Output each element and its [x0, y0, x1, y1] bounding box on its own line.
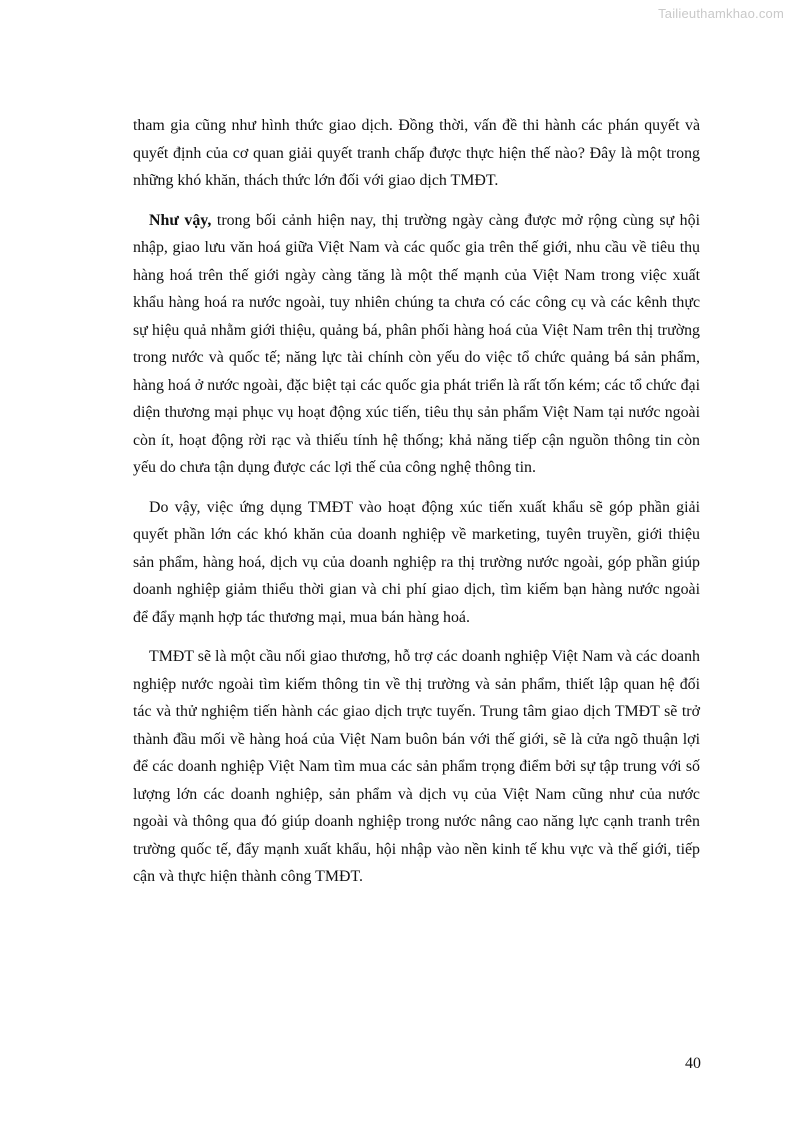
paragraph-2-lead: Như vậy,	[149, 211, 212, 229]
watermark-text: Tailieuthamkhao.com	[658, 6, 784, 21]
paragraph-2	[133, 207, 700, 482]
paragraph-4-text: TMĐT sẽ là một cầu nối giao thương, hỗ trợ các doanh nghiệp Việt Nam và các doanh nghiệp nước ngoài tìm kiếm thông tin về thị trường và sản phẩm, thiết lập quan hệ đối tác và thử nghiệm tiến hành các giao dịch trực tuyến. Trung tâm giao dịch TMĐT sẽ trở thành đầu mối về hàng hoá của Việt Nam buôn bán với thế giới, sẽ là cửa ngõ thuận lợi để các doanh nghiệp Việt Nam tìm mua các sản phẩm trọng điểm bởi sự tập trung với số lượng lớn các doanh nghiệp, sản phẩm và dịch vụ của Việt Nam cũng như của nước ngoài và thông qua đó giúp doanh nghiệp trong nước nâng cao năng lực cạnh tranh trên trường quốc tế, đẩy mạnh xuất khẩu, hội nhập vào nền kinh tế khu vực và thế giới, tiếp cận và thực hiện thành công TMĐT.	[133, 648, 700, 885]
document-body	[133, 112, 700, 903]
page-number: 40	[685, 1055, 701, 1072]
paragraph-1-text: tham gia cũng như hình thức giao dịch. Đồng thời, vấn đề thi hành các phán quyết và quyết định của cơ quan giải quyết tranh chấp được thực hiện thế nào? Đây là một trong những khó khăn, thách thức lớn đối với giao dịch TMĐT.	[133, 117, 700, 189]
paragraph-4	[133, 643, 700, 891]
paragraph-3-text: Do vậy, việc ứng dụng TMĐT vào hoạt động xúc tiến xuất khẩu sẽ góp phần giải quyết phần lớn các khó khăn của doanh nghiệp về marketing, tuyên truyền, giới thiệu sản phẩm, hàng hoá, dịch vụ của doanh nghiệp ra thị trường nước ngoài, góp phần giúp doanh nghiệp giảm thiểu thời gian và chi phí giao dịch, tìm kiếm bạn hàng nước ngoài để đẩy mạnh hợp tác thương mại, mua bán hàng hoá.	[133, 498, 700, 626]
paragraph-3	[133, 494, 700, 632]
paragraph-1	[133, 112, 700, 195]
paragraph-2-text: trong bối cảnh hiện nay, thị trường ngày càng được mở rộng cùng sự hội nhập, giao lưu văn hoá giữa Việt Nam và các quốc gia trên thế giới, nhu cầu về tiêu thụ hàng hoá trên thế giới ngày càng tăng là một thế mạnh của Việt Nam trong việc xuất khẩu hàng hoá ra nước ngoài, tuy nhiên chúng ta chưa có các công cụ và các kênh thực sự hiệu quả nhằm giới thiệu, quảng bá, phân phối hàng hoá của Việt Nam trên thị trường trong nước và quốc tế; năng lực tài chính còn yếu do việc tổ chức quảng bá sản phẩm, hàng hoá ở nước ngoài, đặc biệt tại các quốc gia phát triển là rất tốn kém; các tổ chức đại diện thương mại phục vụ hoạt động xúc tiến, tiêu thụ sản phẩm Việt Nam tại nước ngoài còn ít, hoạt động rời rạc và thiếu tính hệ thống; khả năng tiếp cận nguồn thông tin còn yếu do chưa tận dụng được các lợi thế của công nghệ thông tin.	[133, 211, 700, 476]
